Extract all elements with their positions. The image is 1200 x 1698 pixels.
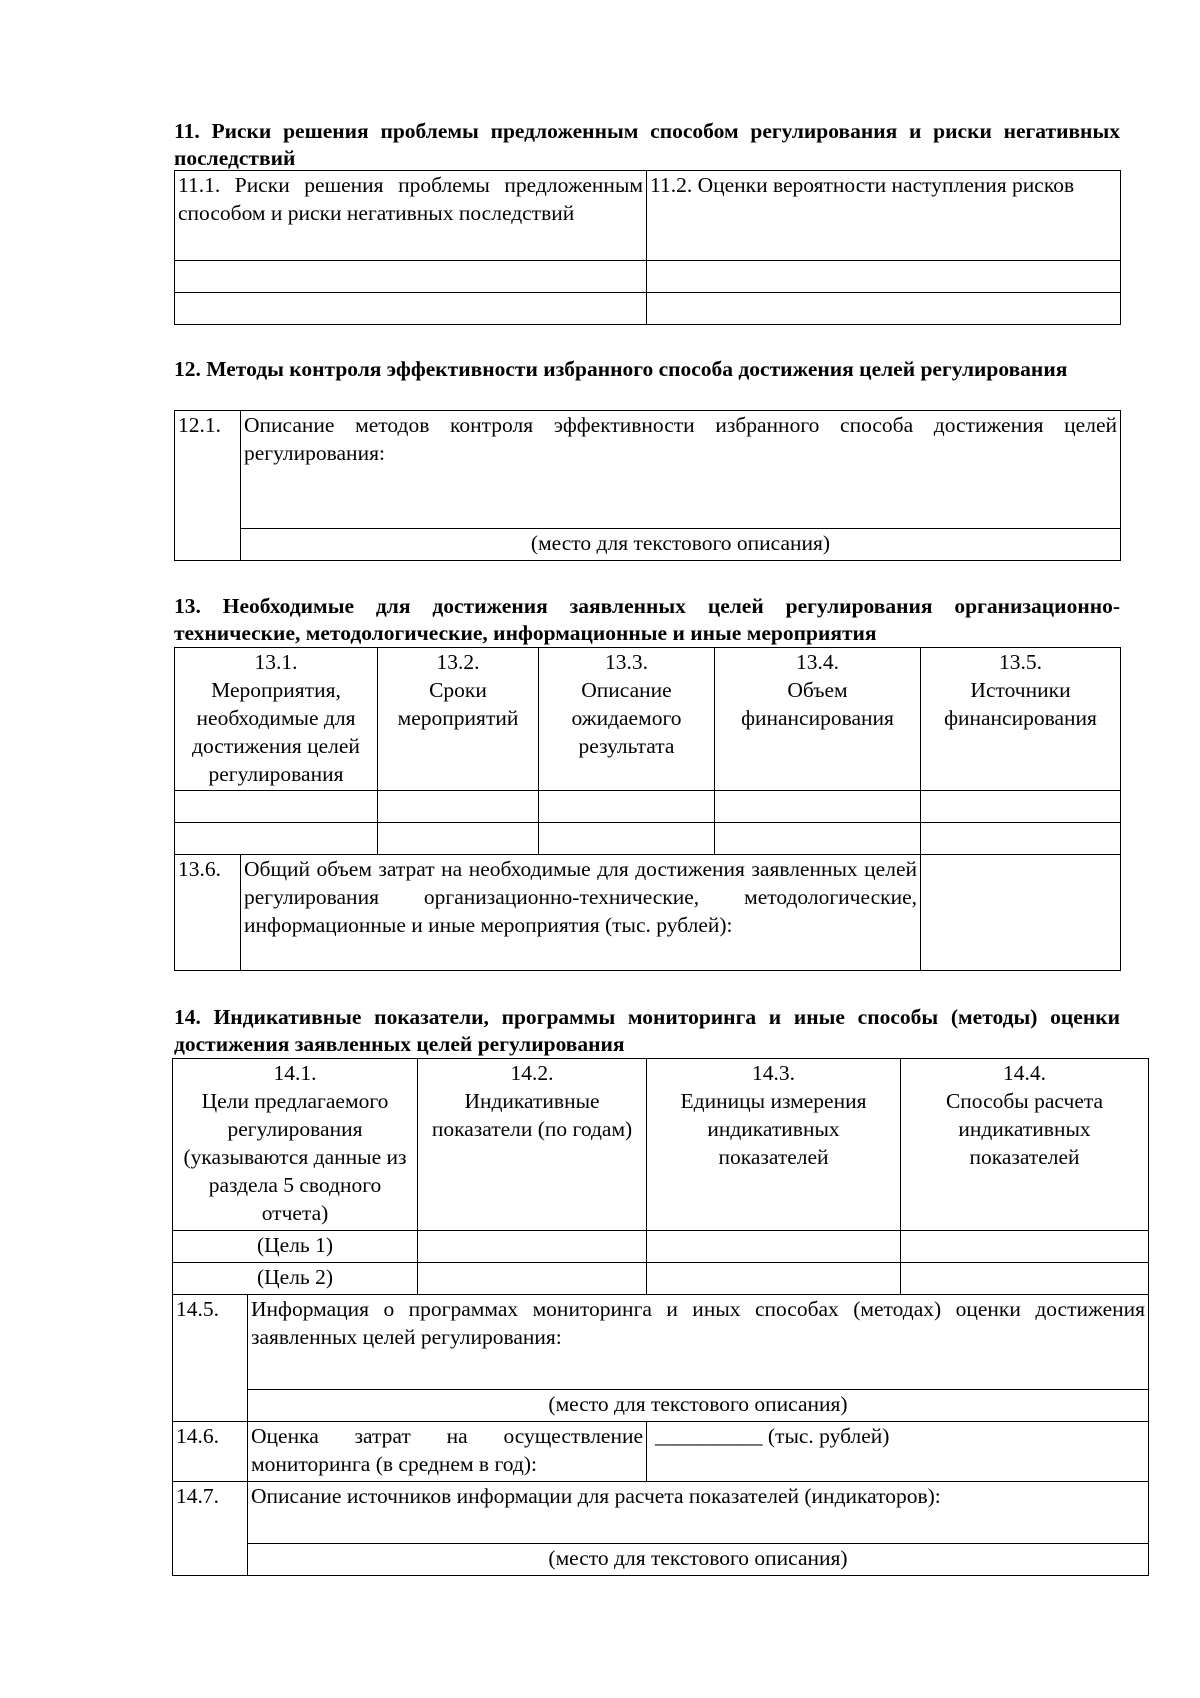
total-costs-text: Общий объем затрат на необходимые для достижения заявленных целей регулирования организационно-технические, методологические, информационные и иные мероприятия (тыс. рублей): bbox=[241, 855, 921, 971]
monitoring-cost-value[interactable]: __________ (тыс. рублей) bbox=[647, 1422, 1149, 1482]
measures-header-4 bbox=[715, 648, 921, 791]
header-number: 14.3. bbox=[752, 1061, 796, 1085]
measure-cell[interactable] bbox=[378, 823, 539, 855]
header-label: Мероприятия, необходимые для достижения целей регулирования bbox=[192, 678, 360, 786]
text-description-placeholder[interactable]: (место для текстового описания) bbox=[241, 529, 1121, 561]
measure-cell[interactable] bbox=[921, 791, 1121, 823]
header-number: 13.4. bbox=[796, 650, 839, 674]
indicator-cell[interactable] bbox=[418, 1231, 647, 1263]
measures-header-5 bbox=[921, 648, 1121, 791]
section-13-title: 13. Необходимые для достижения заявленных целей регулирования организационно-технические, методологические, информационные и иные мероприятия bbox=[174, 594, 1120, 645]
header-label: Сроки мероприятий bbox=[397, 678, 519, 730]
goal-label: (Цель 2) bbox=[173, 1263, 418, 1295]
measure-cell[interactable] bbox=[715, 791, 921, 823]
monitoring-info-text: Информация о программах мониторинга и иных способах (методах) оценки достижения заявленных целей регулирования: bbox=[248, 1295, 1149, 1390]
row-number: 14.5. bbox=[173, 1295, 248, 1422]
section-11-title: 11. Риски решения проблемы предложенным способом регулирования и риски негативных последствий bbox=[174, 119, 1120, 170]
probability-cell[interactable] bbox=[647, 293, 1121, 325]
unit-cell[interactable] bbox=[647, 1263, 901, 1295]
measures-header-1 bbox=[175, 648, 378, 791]
measure-cell[interactable] bbox=[921, 823, 1121, 855]
header-label: Источники финансирования bbox=[944, 678, 1097, 730]
section-12-title: 12. Методы контроля эффективности избранного способа достижения целей регулирования bbox=[174, 357, 1068, 381]
header-label: Описание ожидаемого результата bbox=[571, 678, 682, 758]
info-sources-text: Описание источников информации для расчета показателей (индикаторов): bbox=[248, 1482, 1149, 1544]
measures-table bbox=[174, 647, 1121, 971]
row-number: 14.7. bbox=[173, 1482, 248, 1576]
control-methods-text: Описание методов контроля эффективности избранного способа достижения целей регулирования: bbox=[241, 411, 1121, 529]
indicators-header-3 bbox=[647, 1059, 901, 1231]
measure-cell[interactable] bbox=[539, 791, 715, 823]
probability-cell[interactable] bbox=[647, 261, 1121, 293]
control-methods-table bbox=[174, 410, 1121, 561]
indicators-header-2 bbox=[418, 1059, 647, 1231]
text-description-placeholder[interactable]: (место для текстового описания) bbox=[248, 1544, 1149, 1576]
header-number: 13.3. bbox=[605, 650, 648, 674]
header-number: 13.5. bbox=[999, 650, 1042, 674]
section-14-title: 14. Индикативные показатели, программы мониторинга и иные способы (методы) оценки достижения заявленных целей регулирования bbox=[174, 1005, 1120, 1056]
unit-cell[interactable] bbox=[647, 1231, 901, 1263]
header-number: 14.4. bbox=[1003, 1061, 1047, 1085]
header-label: Цели предлагаемого регулирования (указываются данные из раздела 5 сводного отчета) bbox=[183, 1089, 407, 1225]
header-label: Объем финансирования bbox=[741, 678, 894, 730]
measures-header-3 bbox=[539, 648, 715, 791]
measure-cell[interactable] bbox=[378, 791, 539, 823]
header-number: 14.2. bbox=[510, 1061, 554, 1085]
header-number: 13.2. bbox=[436, 650, 480, 674]
risks-header: 11.1. Риски решения проблемы предложенным способом и риски негативных последствий bbox=[175, 171, 647, 261]
risk-cell[interactable] bbox=[175, 293, 647, 325]
indicators-table bbox=[172, 1058, 1149, 1576]
measure-cell[interactable] bbox=[175, 791, 378, 823]
header-number: 14.1. bbox=[273, 1061, 317, 1085]
row-number: 14.6. bbox=[173, 1422, 248, 1482]
row-number: 12.1. bbox=[175, 411, 241, 561]
method-cell[interactable] bbox=[901, 1263, 1149, 1295]
header-label: Индикативные показатели (по годам) bbox=[431, 1089, 633, 1141]
total-costs-value[interactable] bbox=[921, 855, 1121, 971]
header-number: 13.1. bbox=[254, 650, 298, 674]
measures-header-2 bbox=[378, 648, 539, 791]
measure-cell[interactable] bbox=[715, 823, 921, 855]
measure-cell[interactable] bbox=[175, 823, 378, 855]
header-label: Способы расчета индикативных показателей bbox=[945, 1089, 1104, 1169]
measure-cell[interactable] bbox=[539, 823, 715, 855]
goal-label: (Цель 1) bbox=[173, 1231, 418, 1263]
indicators-header-1 bbox=[173, 1059, 418, 1231]
header-label: Единицы измерения индикативных показателей bbox=[680, 1089, 867, 1169]
monitoring-cost-text: Оценка затрат на осуществление мониторинга (в среднем в год): bbox=[248, 1422, 647, 1482]
text-description-placeholder[interactable]: (место для текстового описания) bbox=[248, 1390, 1149, 1422]
indicators-header-4 bbox=[901, 1059, 1149, 1231]
risks-table bbox=[174, 170, 1121, 325]
row-number: 13.6. bbox=[175, 855, 241, 971]
probability-header: 11.2. Оценки вероятности наступления рисков bbox=[647, 171, 1121, 261]
indicator-cell[interactable] bbox=[418, 1263, 647, 1295]
risk-cell[interactable] bbox=[175, 261, 647, 293]
method-cell[interactable] bbox=[901, 1231, 1149, 1263]
